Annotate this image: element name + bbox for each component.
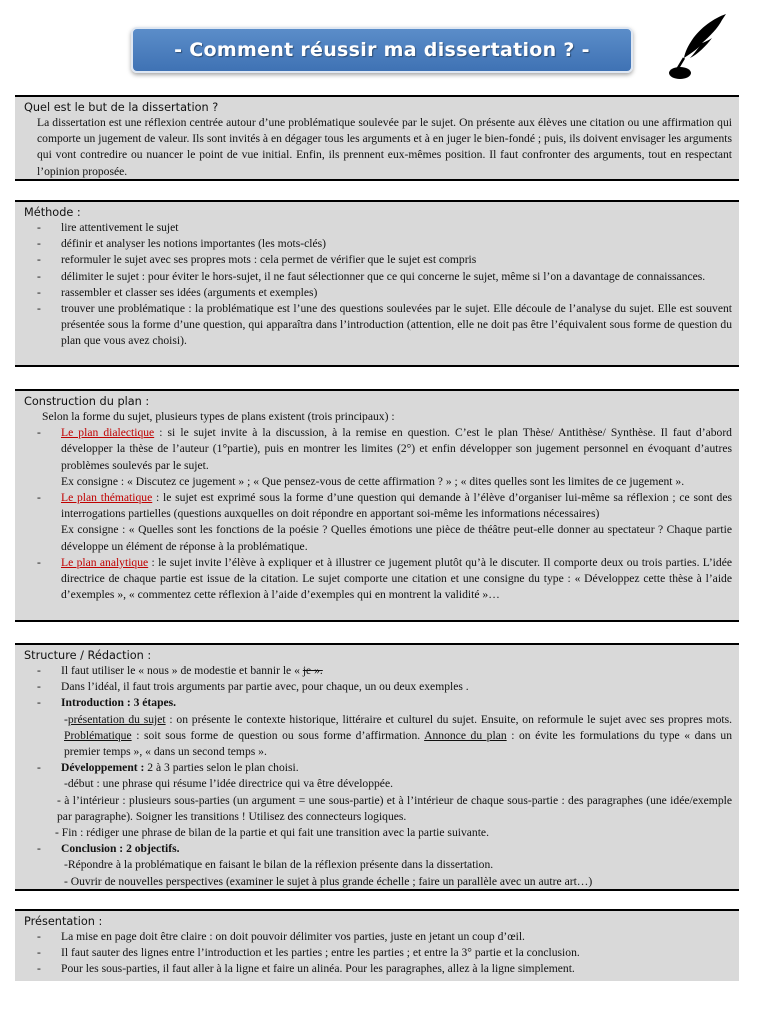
list-item: - trouver une problématique : la problématique est l’une des questions soulevées par le sujet. Elle découle de l’analyse du sujet. Elle est souvent présentée sous la forme d’une question, qui apparaîtra dans l’introduction (attention, elle ne doit pas être l’équivalent sous forme de question du plan que vous avez choisi). xyxy=(15,301,732,350)
plan-intro: Selon la forme du sujet, plusieurs types de plans existent (trois principaux) : xyxy=(42,410,395,423)
presentation-sujet-label: présentation du sujet xyxy=(67,712,166,726)
list-item: - Il faut sauter des lignes entre l’introduction et les parties ; entre les parties ; et entre la 3° partie et la conclusion. xyxy=(15,945,732,961)
page-title: - Comment réussir ma dissertation ? - xyxy=(174,39,590,61)
list-item-plan-thematique xyxy=(15,490,732,555)
list-item: - lire attentivement le sujet xyxy=(15,220,732,236)
developpement-text: 2 à 3 parties selon le plan choisi. xyxy=(144,761,299,775)
presentation-sujet-text: : on présente le contexte historique, littéraire et culturel du sujet. Ensuite, on reformule le sujet avec ses propres mots. xyxy=(165,712,732,726)
list-item: - délimiter le sujet : pour éviter le hors-sujet, il ne faut sélectionner que ce qui concerne le sujet, même si l’on a davantage de connaissances. xyxy=(15,269,732,285)
introduction-title: Introduction : 3 étapes. xyxy=(61,696,177,710)
section-heading: Présentation : xyxy=(24,915,103,928)
plan-list xyxy=(15,425,739,603)
section-but xyxy=(15,95,739,181)
list-item: - définir et analyser les notions importantes (les mots-clés) xyxy=(15,236,732,252)
plan-analytique-text: : le sujet invite l’élève à expliquer et à illustrer ce jugement plutôt qu’à le discuter. Il comporte deux ou trois parties. L’idée directrice de chaque partie est issue de la citation. Le sujet comporte une citation et une consigne du type : « Développez cette thèse à l’aide d’exemples », « commentez cette réflexion à l’aide d’exemples qui en montrent la validité »… xyxy=(61,555,732,602)
list-item-developpement xyxy=(15,760,732,841)
section-methode xyxy=(15,200,739,367)
list-item-introduction xyxy=(15,695,732,760)
annonce-plan-text: : on évite les formulations du type « dans un premier temps », « dans un second temps ». xyxy=(64,728,732,759)
je-strike: je ». xyxy=(302,664,323,677)
plan-dialectique-text: : si le sujet invite à la discussion, à la remise en question. C’est le plan Thèse/ Antithèse/ Synthèse. Il faut d’abord développer la thèse de l’auteur (1°partie), puis en montrer les limites (2°) et enfin développer son jugement personnel en évoquant d’autres problèmes soulevés par le sujet. xyxy=(61,426,732,472)
list-item-nous xyxy=(15,663,732,679)
conclusion-objectif-1: -Répondre à la problématique en faisant le bilan de la réflexion présente dans la dissertation. xyxy=(64,858,494,872)
list-item: - La mise en page doit être claire : on doit pouvoir délimiter vos parties, juste en jetant un coup d’œil. xyxy=(15,929,732,945)
section-plan xyxy=(15,389,739,622)
title-banner xyxy=(131,27,633,73)
plan-thematique-label: Le plan thématique xyxy=(61,491,153,505)
nous-text: Il faut utiliser le « nous » de modestie et bannir le « xyxy=(61,664,303,677)
plan-thematique-text: : le sujet est exprimé sous la forme d’une question qui demande à l’élève d’organiser lui-même sa réflexion ; ce sont des interrogations partielles (questions auxquelles on doit répondre en apportant soi-même les informations nécessaires) xyxy=(61,491,733,521)
section-heading: Structure / Rédaction : xyxy=(24,649,152,662)
list-item-plan-analytique xyxy=(15,555,732,604)
problematique-label: Problématique xyxy=(64,728,132,742)
structure-list xyxy=(15,663,739,890)
conclusion-title: Conclusion : 2 objectifs. xyxy=(61,842,180,856)
section-heading: Construction du plan : xyxy=(24,395,150,408)
section-heading: Quel est le but de la dissertation ? xyxy=(24,101,219,114)
developpement-title: Développement : xyxy=(61,761,145,775)
developpement-fin: - Fin : rédiger une phrase de bilan de la partie et qui fait une transition avec la partie suivante. xyxy=(55,826,489,840)
plan-dialectique-label: Le plan dialectique xyxy=(61,426,155,440)
problematique-text: : soit sous forme de question ou sous forme d’affirmation. xyxy=(131,728,425,742)
quill-inkwell-icon xyxy=(664,10,734,82)
plan-thematique-example: Ex consigne : « Quelles sont les fonctions de la poésie ? Quelles émotions une pièce de théâtre peut-elle donner au spectateur ? Chaque partie développe un élément de réponse à la problématique. xyxy=(61,523,732,553)
list-item-arguments: - Dans l’idéal, il faut trois arguments par partie avec, pour chaque, un ou deux exemples . xyxy=(15,679,732,695)
list-item-plan-dialectique xyxy=(15,425,732,490)
annonce-plan-label: Annonce du plan xyxy=(424,728,507,742)
presentation-list xyxy=(15,929,739,978)
list-item: - Pour les sous-parties, il faut aller à la ligne et faire un alinéa. Pour les paragraphes, allez à la ligne simplement. xyxy=(15,961,732,977)
list-item: - rassembler et classer ses idées (arguments et exemples) xyxy=(15,285,732,301)
section-structure xyxy=(15,643,739,891)
introduction-details: -présentation du sujet : on présente le contexte historique, littéraire et culturel du sujet. Ensuite, on reformule le sujet avec ses propres mots. Problématique : soit sous forme de question ou sous forme d’affirmation. Annonce du plan : on évite les formulations du type « dans un premier temps », « dans un second temps ». xyxy=(64,712,732,759)
section-heading: Méthode : xyxy=(24,206,81,219)
list-item-conclusion xyxy=(15,841,732,890)
plan-dialectique-example: Ex consigne : « Discutez ce jugement » ; « Que pensez-vous de cette affirmation ? » ; « dites quelles sont les limites de ce jugement ». xyxy=(61,474,685,488)
developpement-debut: -début : une phrase qui résume l’idée directrice qui va être développée. xyxy=(64,777,393,791)
section-presentation xyxy=(15,909,739,981)
methode-list xyxy=(15,220,739,350)
conclusion-objectif-2: - Ouvrir de nouvelles perspectives (examiner le sujet à plus grande échelle ; faire un parallèle avec un autre art…) xyxy=(64,874,593,888)
but-text: La dissertation est une réflexion centrée autour d’une problématique soulevée par le sujet. On présente aux élèves une citation ou une affirmation qui comporte un jugement de valeur. Ils sont invités à en dégager tous les arguments et à en juger le bien-fondé ; puis, ils doivent envisager les arguments qui vont contredire ou nuancer le point de vue initial. Enfin, ils prennent eux-mêmes position. Il faut confronter des arguments, tout en respectant l’opinion proposée. xyxy=(37,116,732,178)
plan-analytique-label: Le plan analytique xyxy=(61,555,149,569)
list-item: - reformuler le sujet avec ses propres mots : cela permet de vérifier que le sujet est compris xyxy=(15,252,732,268)
developpement-interieur: - à l’intérieur : plusieurs sous-parties (un argument = une sous-partie) et à l’intérieur de chaque sous-partie : des paragraphes (une idée/exemple par paragraphe). Soigner les transitions ! Utilisez des connecteurs logiques. xyxy=(57,793,732,823)
